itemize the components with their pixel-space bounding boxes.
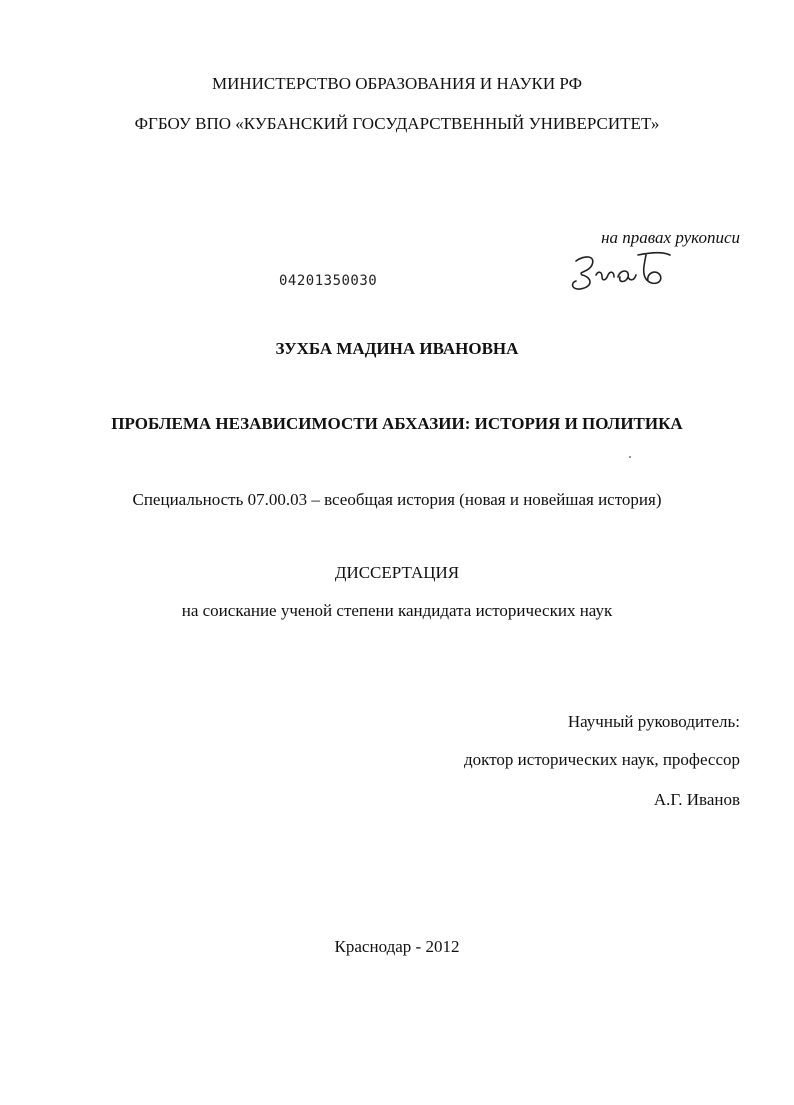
supervisor-name: А.Г. Иванов [653,790,740,809]
scan-speck [629,456,631,458]
manuscript-note: на правах рукописи [601,228,740,247]
supervisor-rank: доктор исторических наук, профессор [464,750,740,769]
dissertation-title: ПРОБЛЕМА НЕЗАВИСИМОСТИ АБХАЗИИ: ИСТОРИЯ И ПОЛИТИКА [111,414,683,433]
author-name: ЗУХБА МАДИНА ИВАНОВНА [275,339,519,358]
city-year: Краснодар - 2012 [334,937,460,956]
supervisor-label: Научный руководитель: [567,712,740,731]
handwritten-signature-icon [566,247,676,297]
degree-line: на соискание ученой степени кандидата исторических наук [181,601,613,620]
university-heading: ФГБОУ ВПО «КУБАНСКИЙ ГОСУДАРСТВЕННЫЙ УНИВЕРСИТЕТ» [134,114,660,133]
document-type: ДИССЕРТАЦИЯ [334,563,460,582]
ministry-heading: МИНИСТЕРСТВО ОБРАЗОВАНИЯ И НАУКИ РФ [211,74,583,93]
specialty-line: Специальность 07.00.03 – всеобщая история (новая и новейшая история) [132,490,662,509]
library-stamp-number: 04201350030 [279,273,378,289]
